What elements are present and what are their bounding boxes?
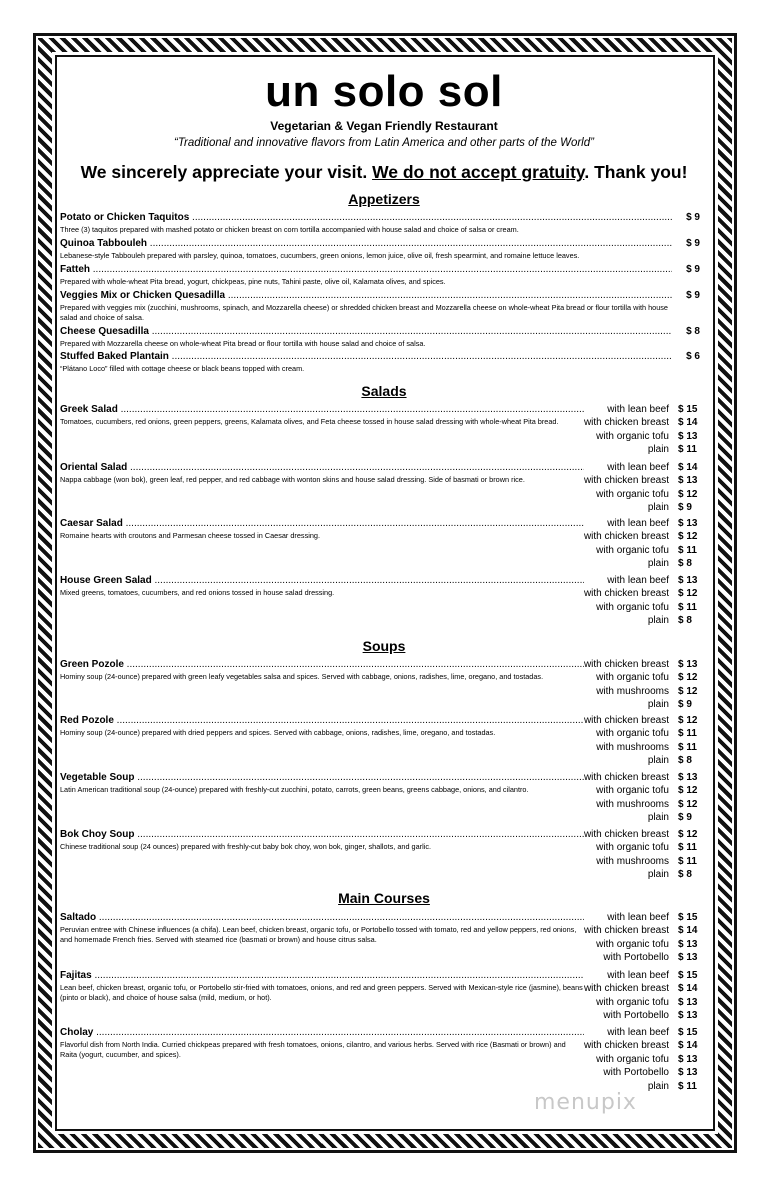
item-description: Peruvian entree with Chinese influences (a chifa). Lean beef, chicken breast, organic tofu, or Portobello tossed with tomato, red and yellow peppers, red onions, and homemade French fries. Served with steamed rice (basmati or brown) and house citrus salsa. (60, 925, 577, 944)
option-label: with organic tofu (596, 430, 669, 442)
price-option (568, 969, 700, 982)
item-description: Prepared with Mozzarella cheese on whole-wheat Pita bread or flour tortilla with house salad and choice of salsa. (60, 339, 426, 348)
option-label: with chicken breast (583, 715, 669, 726)
option-price: $ 13 (678, 518, 698, 529)
option-price: $ 9 (678, 812, 692, 824)
option-price: $ 14 (678, 1040, 698, 1052)
option-price: $ 13 (678, 1067, 698, 1079)
menu-item-appetizer (60, 351, 672, 374)
option-label: with lean beef (607, 912, 669, 923)
item-name: Quinoa Tabbouleh ..... (60, 238, 672, 250)
price-option (568, 685, 700, 698)
item-description: Lebanese-style Tabbouleh prepared with parsley, quinoa, tomatoes, cucumbers, green onions, lemon juice, olive oil, fresh spearmint, and romaine lettuce leaves. (60, 251, 580, 260)
item-description: Lean beef, chicken breast, organic tofu, or Portobello stir-fried with tomatoes, onions, and red and green peppers. Served with Mexican-style rice (jasmine), beans (pinto or black), and choice of house salsa (mild, medium, or hot). (60, 983, 583, 1002)
option-price: $ 13 (678, 430, 698, 442)
menu-item-salad (60, 575, 584, 598)
price-option (568, 544, 700, 557)
option-price: $ 8 (678, 558, 692, 570)
option-price: $ 8 (678, 755, 692, 767)
option-price: $ 12 (678, 785, 698, 797)
item-price: $ 9 (686, 238, 700, 249)
option-price: $ 14 (678, 925, 698, 937)
option-label: with Portobello (603, 1067, 669, 1079)
price-option (568, 754, 700, 767)
option-price: $ 12 (678, 588, 698, 600)
option-price: $ 15 (678, 912, 698, 923)
item-name: Green Pozole ..... (60, 659, 584, 671)
option-label: with organic tofu (596, 544, 669, 556)
option-price: $ 13 (678, 772, 698, 783)
option-price: $ 15 (678, 1027, 698, 1038)
option-label: with chicken breast (583, 772, 669, 783)
price-option (568, 587, 700, 600)
item-description: Chinese traditional soup (24 ounces) prepared with freshly-cut baby bok choy, won bok, ginger, shallots, and garlic. (60, 842, 431, 851)
option-label: with chicken breast (583, 588, 669, 600)
restaurant-subtitle: Vegetarian & Vegan Friendly Restaurant (270, 119, 498, 133)
option-price: $ 11 (678, 1080, 697, 1092)
option-label: with chicken breast (583, 417, 669, 429)
menu-item-appetizer (60, 212, 672, 235)
item-name: Fajitas ..... (60, 970, 584, 982)
option-label: with chicken breast (583, 925, 669, 937)
price-options (568, 658, 700, 712)
menu-item-main-course (60, 970, 584, 1002)
menu-item-soup (60, 829, 584, 852)
item-price: $ 9 (686, 290, 700, 301)
price-option (568, 741, 700, 754)
option-price: $ 15 (678, 404, 698, 415)
option-label: with mushrooms (596, 855, 669, 867)
price-options (568, 461, 700, 515)
item-price: $ 8 (686, 326, 700, 337)
option-label: with lean beef (607, 1027, 669, 1038)
option-price: $ 13 (678, 575, 698, 586)
option-label: with organic tofu (596, 672, 669, 684)
notice-part1: We sincerely appreciate your visit. (80, 162, 373, 182)
restaurant-name: un solo sol (265, 67, 503, 116)
price-option (568, 727, 700, 740)
item-name: House Green Salad ..... (60, 575, 584, 587)
option-price: $ 15 (678, 970, 698, 981)
price-option (568, 461, 700, 474)
option-price: $ 12 (678, 531, 698, 543)
option-label: with lean beef (607, 970, 669, 981)
option-price: $ 12 (678, 829, 698, 840)
option-label: with chicken breast (583, 659, 669, 670)
notice-part3: . Thank you! (584, 162, 688, 182)
item-name: Fatteh ..... (60, 264, 672, 276)
option-label: plain (647, 502, 669, 514)
option-label: with lean beef (607, 404, 669, 415)
item-name: Caesar Salad ..... (60, 518, 584, 530)
item-description: Tomatoes, cucumbers, red onions, green peppers, greens, Kalamata olives, and Feta cheese tossed in house salad dressing with whole-wheat Pita bread. (60, 417, 559, 426)
price-option (568, 784, 700, 797)
option-label: with organic tofu (596, 785, 669, 797)
option-price: $ 8 (678, 869, 692, 881)
item-description: Prepared with whole-wheat Pita bread, yogurt, chickpeas, pine nuts, Tahini paste, olive oil, Kalamata olives, and spices. (60, 277, 446, 286)
option-label: plain (647, 1080, 669, 1092)
option-price: $ 9 (678, 502, 692, 514)
price-option (568, 714, 700, 727)
item-description: “Plátano Loco” filled with cottage cheese or black beans topped with cream. (60, 364, 305, 373)
item-description: Mixed greens, tomatoes, cucumbers, and red onions tossed in house salad dressing. (60, 588, 335, 597)
option-label: with mushrooms (596, 741, 669, 753)
price-option (568, 938, 700, 951)
item-name: Red Pozole ..... (60, 715, 584, 727)
price-option (568, 658, 700, 671)
option-price: $ 13 (678, 952, 698, 964)
section-title-appetizers: Appetizers (348, 191, 420, 207)
menu-item-appetizer (60, 264, 672, 287)
item-price: $ 9 (686, 264, 700, 275)
option-label: plain (647, 558, 669, 570)
restaurant-tagline: “Traditional and innovative flavors from Latin America and other parts of the World” (174, 137, 594, 149)
price-options (568, 828, 700, 882)
price-option (568, 828, 700, 841)
option-label: with lean beef (607, 518, 669, 529)
menu-header (50, 66, 718, 149)
item-name: Stuffed Baked Plantain ..... (60, 351, 672, 363)
item-description: Romaine hearts with croutons and Parmesan cheese tossed in Caesar dressing. (60, 531, 320, 540)
option-label: with Portobello (603, 1010, 669, 1022)
menu-item-appetizer (60, 290, 672, 322)
section-title-soups: Soups (362, 638, 406, 654)
option-label: with organic tofu (596, 842, 669, 854)
price-option (568, 530, 700, 543)
option-price: $ 12 (678, 488, 698, 500)
option-price: $ 11 (678, 741, 697, 753)
option-label: plain (647, 812, 669, 824)
option-label: with organic tofu (596, 938, 669, 950)
item-name: Cheese Quesadilla ..... (60, 326, 672, 338)
option-label: with organic tofu (596, 996, 669, 1008)
price-option (568, 1066, 700, 1079)
option-price: $ 13 (678, 1010, 698, 1022)
price-option (568, 811, 700, 824)
option-label: plain (647, 869, 669, 881)
option-price: $ 12 (678, 798, 698, 810)
option-price: $ 11 (678, 842, 697, 854)
price-option (568, 982, 700, 995)
item-description: Flavorful dish from North India. Curried chickpeas prepared with fresh tomatoes, onions, cilantro, and various herbs. Served with rice (Basmati or brown) and Raita (yogurt, cucumber, and spices). (60, 1040, 566, 1059)
option-label: with mushrooms (596, 685, 669, 697)
price-option (568, 474, 700, 487)
option-price: $ 14 (678, 462, 698, 473)
section-title-salads: Salads (361, 383, 407, 399)
option-price: $ 11 (678, 601, 697, 613)
option-label: with chicken breast (583, 983, 669, 995)
menu-item-salad (60, 518, 584, 541)
price-option (568, 951, 700, 964)
price-option (568, 924, 700, 937)
option-label: with chicken breast (583, 829, 669, 840)
option-label: plain (647, 444, 669, 456)
option-label: plain (647, 699, 669, 711)
menu-item-main-course (60, 912, 584, 944)
item-description: Nappa cabbage (won bok), green leaf, red pepper, and red cabbage with wonton skins and house salad dressing. Side of basmati or brown rice. (60, 475, 525, 484)
price-options (568, 911, 700, 965)
price-option (568, 517, 700, 530)
option-label: with organic tofu (596, 1053, 669, 1065)
option-label: plain (647, 755, 669, 767)
option-price: $ 11 (678, 544, 697, 556)
price-options (568, 714, 700, 768)
menu-item-salad (60, 404, 584, 427)
option-price: $ 14 (678, 983, 698, 995)
item-description: Hominy soup (24-ounce) prepared with dried peppers and spices. Served with cabbage, onions, radishes, lime, oregano, and tostadas. (60, 728, 496, 737)
option-label: with chicken breast (583, 531, 669, 543)
price-option (568, 771, 700, 784)
option-label: with organic tofu (596, 601, 669, 613)
option-price: $ 11 (678, 444, 697, 456)
price-option (568, 443, 700, 456)
price-options (568, 517, 700, 571)
item-name: Vegetable Soup ..... (60, 772, 584, 784)
menu-item-appetizer (60, 326, 672, 349)
price-option (568, 841, 700, 854)
price-options (568, 403, 700, 457)
menu-item-soup (60, 772, 584, 795)
notice-no-gratuity: We do not accept gratuity (372, 162, 585, 182)
option-label: with mushrooms (596, 798, 669, 810)
price-option (568, 601, 700, 614)
option-label: with lean beef (607, 575, 669, 586)
menu-item-main-course (60, 1027, 584, 1059)
option-price: $ 8 (678, 615, 692, 627)
price-option (568, 1039, 700, 1052)
price-option (568, 996, 700, 1009)
option-label: with lean beef (607, 462, 669, 473)
menu-item-salad (60, 462, 584, 485)
price-option (568, 403, 700, 416)
option-price: $ 13 (678, 659, 698, 670)
price-option (568, 798, 700, 811)
item-name: Bok Choy Soup ..... (60, 829, 584, 841)
gratuity-notice (40, 162, 728, 183)
item-description: Prepared with veggies mix (zucchini, mushrooms, spinach, and Mozzarella cheese) or shredded chicken breast and Mozzarella cheese on whole-wheat Pita bread or flour tortilla with house salad and choice of salsa. (60, 303, 668, 322)
option-label: with organic tofu (596, 728, 669, 740)
item-name: Greek Salad ..... (60, 404, 584, 416)
item-price: $ 6 (686, 351, 700, 362)
option-price: $ 13 (678, 475, 698, 487)
price-options (568, 574, 700, 628)
option-price: $ 13 (678, 1053, 698, 1065)
option-price: $ 11 (678, 728, 697, 740)
price-option (568, 671, 700, 684)
option-price: $ 12 (678, 685, 698, 697)
item-name: Saltado ..... (60, 912, 584, 924)
option-price: $ 13 (678, 996, 698, 1008)
item-price: $ 9 (686, 212, 700, 223)
item-name: Oriental Salad ..... (60, 462, 584, 474)
price-option (568, 488, 700, 501)
price-option (568, 1026, 700, 1039)
option-label: with chicken breast (583, 475, 669, 487)
price-option (568, 868, 700, 881)
price-options (568, 969, 700, 1023)
option-price: $ 14 (678, 417, 698, 429)
option-price: $ 12 (678, 715, 698, 726)
price-option (568, 614, 700, 627)
menu-item-soup (60, 659, 584, 682)
option-price: $ 13 (678, 938, 698, 950)
option-label: plain (647, 615, 669, 627)
price-option (568, 574, 700, 587)
price-option (568, 501, 700, 514)
price-option (568, 430, 700, 443)
watermark-logo: menupix (534, 1090, 637, 1115)
option-label: with organic tofu (596, 488, 669, 500)
price-option (568, 557, 700, 570)
option-label: with chicken breast (583, 1040, 669, 1052)
menu-item-appetizer (60, 238, 672, 261)
price-options (568, 771, 700, 825)
item-description: Three (3) taquitos prepared with mashed potato or chicken breast on corn tortilla accompanied with house salad and choice of salsa or cream. (60, 225, 519, 234)
item-description: Hominy soup (24-ounce) prepared with green leafy vegetables salsa and spices. Served with cabbage, onions, radishes, lime, oregano, and tostadas. (60, 672, 544, 681)
option-price: $ 9 (678, 699, 692, 711)
price-option (568, 911, 700, 924)
section-title-main-courses: Main Courses (338, 890, 430, 906)
menu-item-soup (60, 715, 584, 738)
price-option (568, 416, 700, 429)
option-price: $ 12 (678, 672, 698, 684)
item-description: Latin American traditional soup (24-ounce) prepared with freshly-cut zucchini, potato, carrots, green beans, greens cabbage, onions, and cilantro. (60, 785, 529, 794)
price-option (568, 1053, 700, 1066)
option-price: $ 11 (678, 855, 697, 867)
item-name: Cholay ..... (60, 1027, 584, 1039)
item-name: Veggies Mix or Chicken Quesadilla ..... (60, 290, 672, 302)
price-options (568, 1026, 700, 1093)
option-label: with Portobello (603, 952, 669, 964)
price-option (568, 1009, 700, 1022)
price-option (568, 698, 700, 711)
price-option (568, 855, 700, 868)
item-name: Potato or Chicken Taquitos ..... (60, 212, 672, 224)
